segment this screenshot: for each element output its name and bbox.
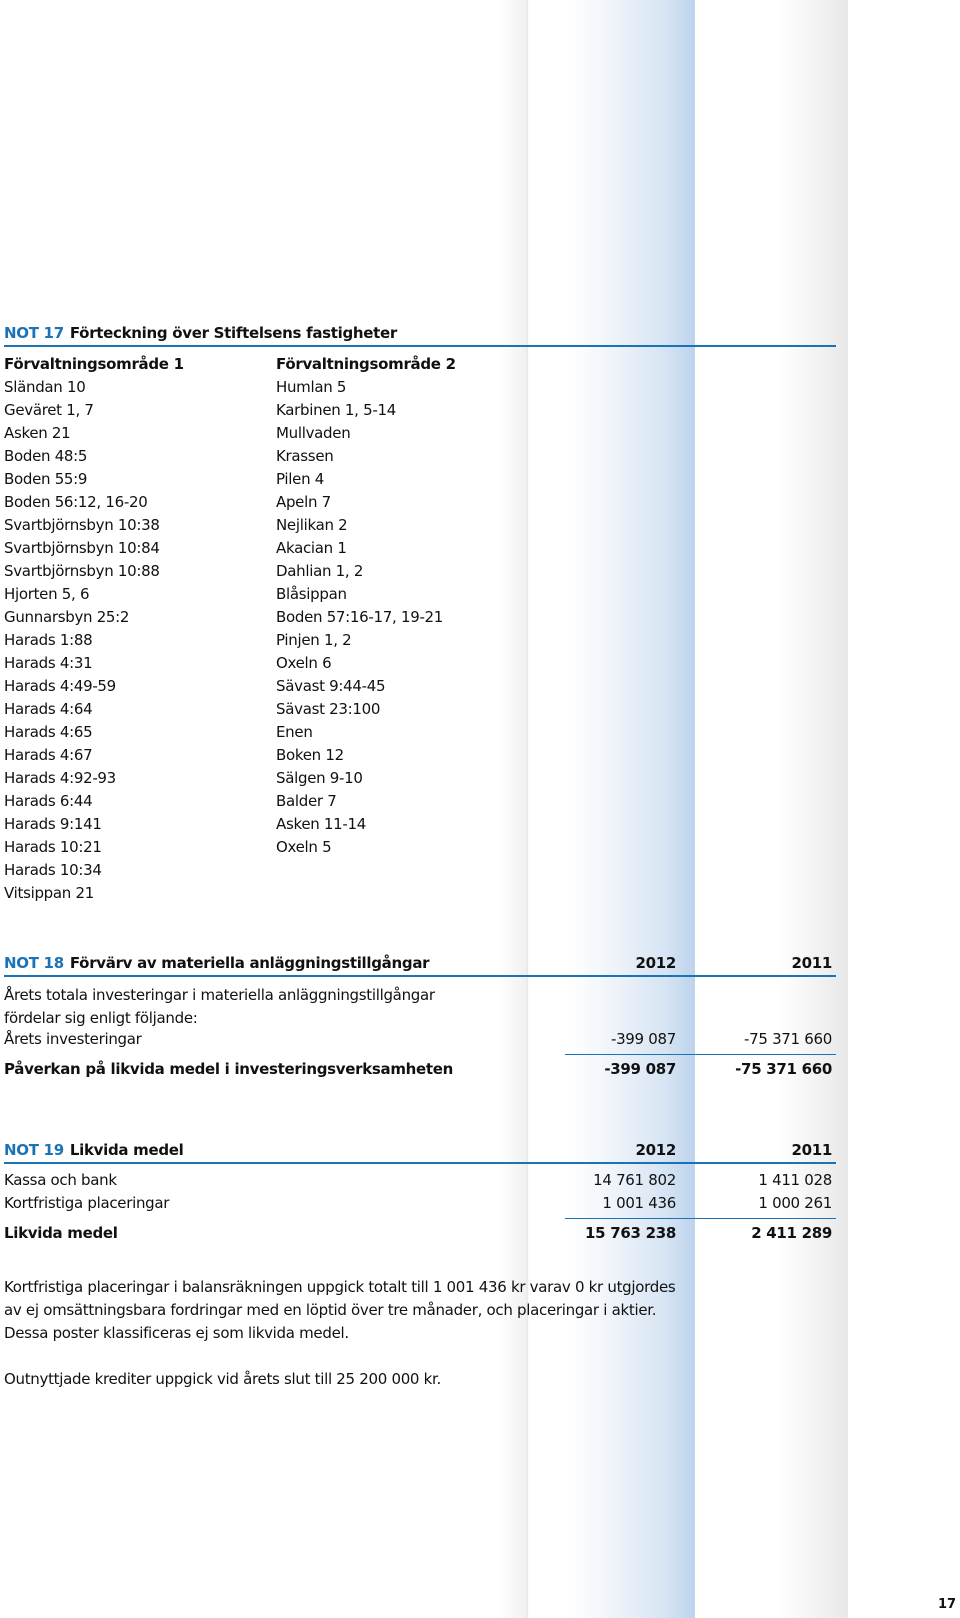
note17-number: NOT 17 [4,324,64,342]
note19-number: NOT 19 [4,1141,64,1159]
property-item: Dahlian 1, 2 [276,562,364,580]
property-item: Boden 55:9 [4,470,88,488]
property-item: Geväret 1, 7 [4,401,94,419]
property-item: Blåsippan [276,585,347,603]
note19-year1: 2012 [635,1141,676,1159]
property-item: Mullvaden [276,424,351,442]
property-item: Oxeln 6 [276,654,332,672]
property-item: Gunnarsbyn 25:2 [4,608,130,626]
note19-total-row [4,1224,836,1247]
property-item: Enen [276,723,313,741]
note19-paragraph [4,1276,904,1345]
property-item: Harads 4:92-93 [4,769,116,787]
note19-paragraph-line3: Dessa poster klassificeras ej som likvida medel. [4,1324,349,1342]
note18-total-value-2011: -75 371 660 [735,1060,832,1078]
property-item: Svartbjörnsbyn 10:84 [4,539,160,557]
note19-credit-paragraph [4,1368,904,1391]
note19-title: Likvida medel [69,1141,184,1159]
property-item: Balder 7 [276,792,337,810]
property-item: Boden 56:12, 16-20 [4,493,148,511]
property-item: Svartbjörnsbyn 10:88 [4,562,160,580]
property-item: Oxeln 5 [276,838,332,856]
note19-row [4,1171,836,1194]
note17-title: Förteckning över Stiftelsens fastigheter [69,324,398,342]
property-item: Harads 4:31 [4,654,93,672]
property-item: Pilen 4 [276,470,324,488]
property-item: Boken 12 [276,746,344,764]
property-item: Boden 57:16-17, 19-21 [276,608,444,626]
property-item: Sävast 9:44-45 [276,677,386,695]
note18-total-value-2012: -399 087 [604,1060,676,1078]
property-item: Harads 1:88 [4,631,93,649]
property-item: Asken 21 [4,424,71,442]
note18-intro [4,984,904,1030]
area1-header: Förvaltningsområde 1 [4,355,184,373]
area2-list [276,353,456,859]
note19-row-value-2011: 1 000 261 [758,1194,832,1212]
property-item: Vitsippan 21 [4,884,94,902]
note19-year2: 2011 [791,1141,832,1159]
property-item: Harads 10:34 [4,861,102,879]
property-item: Karbinen 1, 5-14 [276,401,396,419]
note18-total-row [4,1060,836,1083]
property-item: Harads 4:49-59 [4,677,116,695]
note18-total-rule [565,1054,836,1055]
note17-header [4,324,836,347]
note18-row-value-2011: -75 371 660 [744,1030,832,1048]
property-item: Asken 11-14 [276,815,367,833]
property-item: Akacian 1 [276,539,347,557]
note19-total-value-2011: 2 411 289 [751,1224,832,1242]
property-item: Sländan 10 [4,378,86,396]
property-item: Boden 48:5 [4,447,88,465]
note19-header [4,1141,836,1164]
note19-total-label: Likvida medel [4,1224,118,1242]
note18-title: Förvärv av materiella anläggningstillgångar [69,954,430,972]
note18-number: NOT 18 [4,954,64,972]
property-item: Pinjen 1, 2 [276,631,352,649]
note19-credit-text: Outnyttjade krediter uppgick vid årets slut till 25 200 000 kr. [4,1370,441,1388]
note18-year2: 2011 [791,954,832,972]
note18-row-value-2012: -399 087 [610,1030,676,1048]
note18-intro-line1: Årets totala investeringar i materiella anläggningstillgångar [4,986,435,1004]
note19-total-value-2012: 15 763 238 [585,1224,676,1242]
note18-year1: 2012 [635,954,676,972]
page-number: 17 [938,1597,957,1612]
note19-paragraph-line2: av ej omsättningsbara fordringar med en löptid över tre månader, och placeringar i aktier. [4,1301,657,1319]
area2-header: Förvaltningsområde 2 [276,355,456,373]
property-item: Nejlikan 2 [276,516,348,534]
property-item: Harads 10:21 [4,838,102,856]
property-item: Harads 4:64 [4,700,93,718]
property-item: Harads 6:44 [4,792,93,810]
property-item: Harads 9:141 [4,815,102,833]
note19-row-label: Kortfristiga placeringar [4,1194,170,1212]
note19-paragraph-line1: Kortfristiga placeringar i balansräkningen uppgick totalt till 1 001 436 kr varav 0 kr utgjordes [4,1278,676,1296]
note19-row-value-2012: 1 001 436 [602,1194,676,1212]
note19-row-label: Kassa och bank [4,1171,117,1189]
note19-row-value-2011: 1 411 028 [758,1171,832,1189]
property-item: Hjorten 5, 6 [4,585,90,603]
note18-header [4,954,836,977]
note18-row [4,1030,836,1053]
note19-row [4,1194,836,1217]
note19-total-rule [565,1218,836,1219]
property-item: Sälgen 9-10 [276,769,363,787]
property-item: Harads 4:65 [4,723,93,741]
note18-row-label: Årets investeringar [4,1030,142,1048]
property-item: Sävast 23:100 [276,700,381,718]
property-item: Apeln 7 [276,493,331,511]
property-item: Svartbjörnsbyn 10:38 [4,516,160,534]
note18-intro-line2: fördelar sig enligt följande: [4,1009,198,1027]
area1-list [4,353,184,905]
property-item: Krassen [276,447,334,465]
note19-row-value-2012: 14 761 802 [593,1171,676,1189]
property-item: Harads 4:67 [4,746,93,764]
property-item: Humlan 5 [276,378,347,396]
note18-total-label: Påverkan på likvida medel i investeringsverksamheten [4,1060,454,1078]
